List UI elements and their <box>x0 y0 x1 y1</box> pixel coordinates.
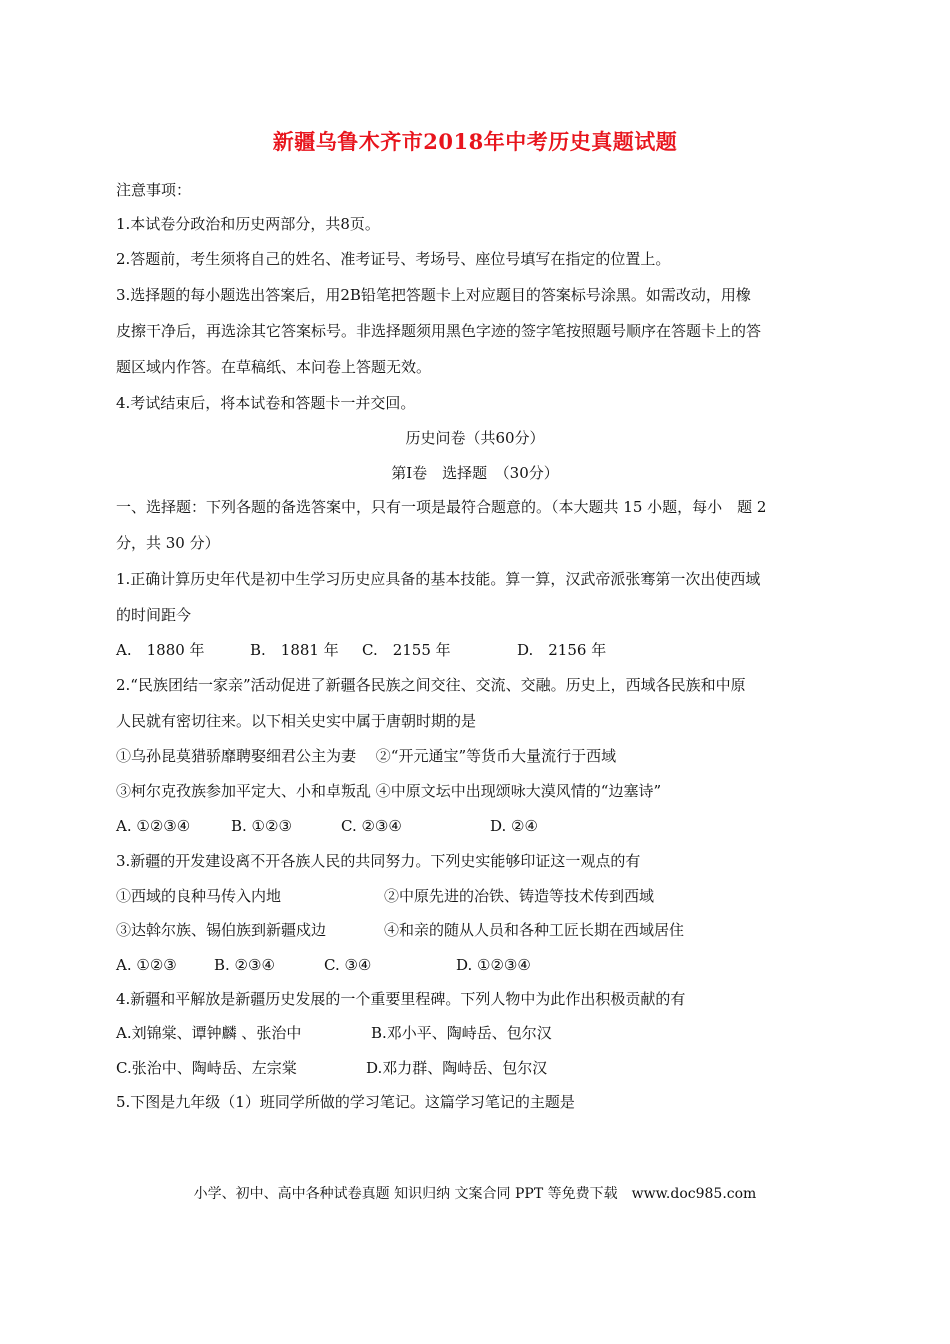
notice-item-3-cont: 皮擦干净后，再选涂其它答案标号。非选择题须用黑色字迹的签字笔按照题号顺序在答题卡上的答 <box>116 322 762 340</box>
q3-item-3: ③达斡尔族、锡伯族到新疆戍边 <box>116 921 327 939</box>
page-footer: 小学、初中、高中各种试卷真题 知识归纳 文案合同 PPT 等免费下载 www.doc985.com <box>193 1186 757 1202</box>
page-title: 新疆乌鲁木齐市2018年中考历史真题试题 <box>272 129 678 154</box>
q3-item-4: ④和亲的随从人员和各种工匠长期在西域居住 <box>384 921 685 939</box>
instruction-line-1: 一、选择题：下列各题的备选答案中，只有一项是最符合题意的。（本大题共 15 小题，每小 题 2 <box>116 498 767 516</box>
q2-option-a: A. ①②③④ <box>116 817 191 835</box>
q3-item-1: ①西域的良种马传入内地 <box>116 887 282 905</box>
q5-stem: 5.下图是九年级（1）班同学所做的学习笔记。这篇学习笔记的主题是 <box>116 1093 575 1111</box>
q3-option-d: D. ①②③④ <box>456 956 531 974</box>
notice-item-3-cont2: 题区域内作答。在草稿纸、本问卷上答题无效。 <box>116 358 432 376</box>
q2-option-d: D. ②④ <box>490 817 538 835</box>
q1-option-b: B. 1881 年 <box>250 641 339 659</box>
part-title: 第Ⅰ卷 选择题 （30分） <box>391 464 559 482</box>
q4-option-b: B.邓小平、陶峙岳、包尔汉 <box>371 1024 552 1042</box>
notice-item-4: 4.考试结束后，将本试卷和答题卡一并交回。 <box>116 394 416 412</box>
q2-option-c: C. ②③④ <box>341 817 402 835</box>
q2-stem-1: 2.“民族团结一家亲”活动促进了新疆各民族之间交往、交流、交融。历史上，西域各民族和中原 <box>116 676 746 694</box>
notice-item-1: 1.本试卷分政治和历史两部分，共8页。 <box>116 215 380 233</box>
q4-option-d: D.邓力群、陶峙岳、包尔汉 <box>366 1059 548 1077</box>
instruction-line-2: 分，共 30 分） <box>116 534 220 552</box>
section-title: 历史问卷（共60分） <box>405 429 545 447</box>
notice-item-2: 2.答题前，考生须将自己的姓名、准考证号、考场号、座位号填写在指定的位置上。 <box>116 250 671 268</box>
q1-option-c: C. 2155 年 <box>362 641 451 659</box>
q4-option-c: C.张治中、陶峙岳、左宗棠 <box>116 1059 297 1077</box>
q2-option-b: B. ①②③ <box>231 817 292 835</box>
q4-option-a: A.刘锦棠、谭钟麟 、张治中 <box>116 1024 302 1042</box>
q3-option-a: A. ①②③ <box>116 956 177 974</box>
q3-item-2: ②中原先进的冶铁、铸造等技术传到西域 <box>384 887 655 905</box>
notice-item-3: 3.选择题的每小题选出答案后，用2B铅笔把答题卡上对应题目的答案标号涂黑。如需改动，用橡 <box>116 286 751 304</box>
q2-stem-2: 人民就有密切往来。以下相关史实中属于唐朝时期的是 <box>116 712 477 730</box>
q1-option-a: A. 1880 年 <box>116 641 205 659</box>
q4-stem: 4.新疆和平解放是新疆历史发展的一个重要里程碑。下列人物中为此作出积极贡献的有 <box>116 990 686 1008</box>
q3-stem: 3.新疆的开发建设离不开各族人民的共同努力。下列史实能够印证这一观点的有 <box>116 852 641 870</box>
q3-option-b: B. ②③④ <box>214 956 275 974</box>
notice-heading: 注意事项： <box>116 181 192 199</box>
q2-items-1: ①乌孙昆莫猎骄靡聘娶细君公主为妻 ②“开元通宝”等货币大量流行于西域 <box>116 747 617 765</box>
q1-stem-2: 的时间距今 <box>116 606 192 624</box>
q3-option-c: C. ③④ <box>324 956 372 974</box>
q2-items-2: ③柯尔克孜族参加平定大、小和卓叛乱 ④中原文坛中出现颂咏大漠风情的“边塞诗” <box>116 782 662 800</box>
q1-stem-1: 1.正确计算历史年代是初中生学习历史应具备的基本技能。算一算，汉武帝派张骞第一次出使西域 <box>116 570 761 588</box>
q1-option-d: D. 2156 年 <box>517 641 607 659</box>
